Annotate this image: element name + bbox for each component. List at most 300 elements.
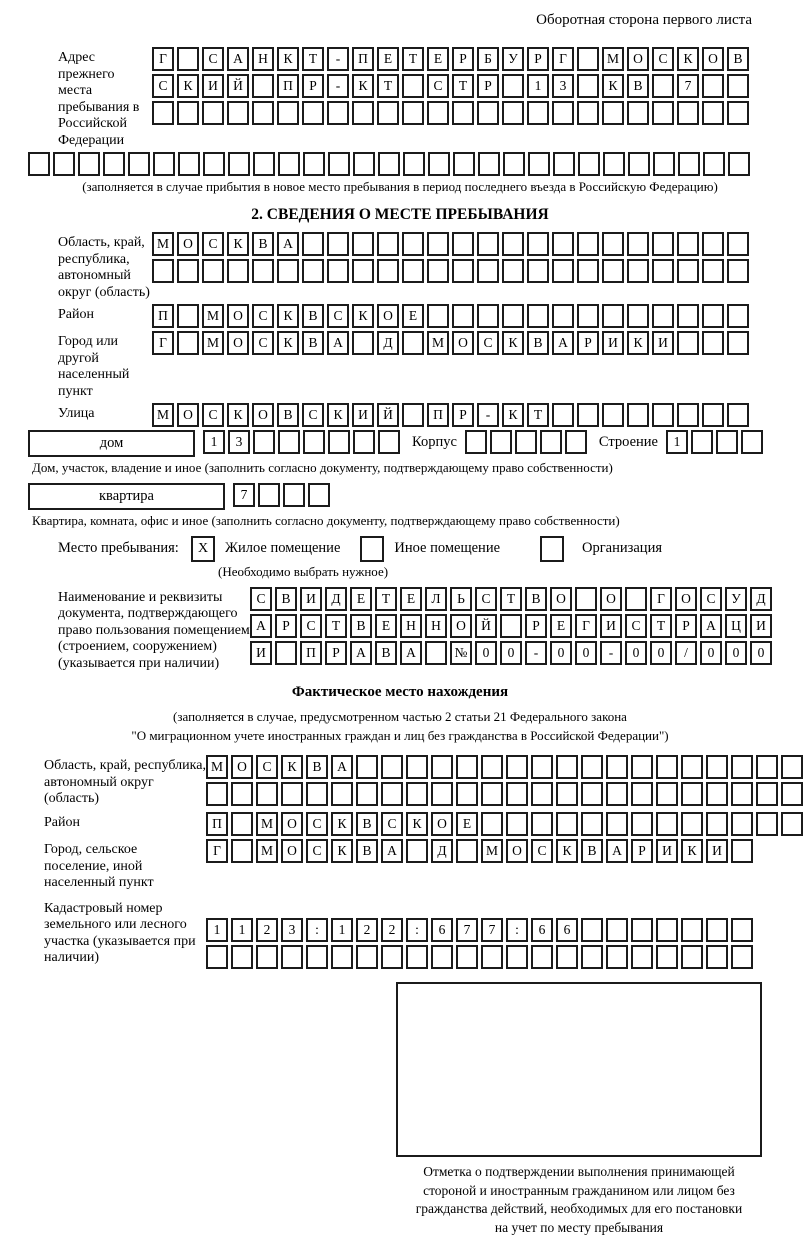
char-cell[interactable]: 0 — [575, 641, 597, 665]
char-cell[interactable]: Р — [325, 641, 347, 665]
char-cell[interactable]: 0 — [750, 641, 772, 665]
char-cell[interactable] — [652, 403, 674, 427]
char-cell[interactable]: А — [700, 614, 722, 638]
char-cell[interactable]: В — [627, 74, 649, 98]
char-cell[interactable] — [452, 101, 474, 125]
char-cell[interactable] — [431, 782, 453, 806]
char-cell[interactable]: С — [202, 47, 224, 71]
char-cell[interactable] — [402, 331, 424, 355]
cadastral-row-2[interactable] — [206, 945, 753, 969]
char-cell[interactable]: Г — [206, 839, 228, 863]
char-cell[interactable]: М — [152, 232, 174, 256]
char-cell[interactable] — [631, 918, 653, 942]
char-cell[interactable] — [506, 755, 528, 779]
char-cell[interactable]: И — [602, 331, 624, 355]
stroenie-row[interactable] — [666, 430, 763, 454]
char-cell[interactable] — [552, 259, 574, 283]
char-cell[interactable]: 0 — [550, 641, 572, 665]
char-cell[interactable] — [278, 152, 300, 176]
char-cell[interactable]: А — [250, 614, 272, 638]
char-cell[interactable]: К — [277, 47, 299, 71]
char-cell[interactable] — [308, 483, 330, 507]
char-cell[interactable] — [303, 152, 325, 176]
char-cell[interactable]: И — [250, 641, 272, 665]
char-cell[interactable] — [456, 945, 478, 969]
char-cell[interactable] — [681, 945, 703, 969]
char-cell[interactable]: М — [256, 839, 278, 863]
char-cell[interactable] — [677, 259, 699, 283]
char-cell[interactable] — [702, 232, 724, 256]
char-cell[interactable]: Г — [152, 331, 174, 355]
char-cell[interactable] — [502, 259, 524, 283]
char-cell[interactable]: Д — [750, 587, 772, 611]
char-cell[interactable] — [531, 812, 553, 836]
char-cell[interactable] — [627, 259, 649, 283]
region-row-2[interactable] — [152, 259, 749, 283]
char-cell[interactable]: К — [406, 812, 428, 836]
char-cell[interactable]: 1 — [231, 918, 253, 942]
char-cell[interactable]: 6 — [531, 918, 553, 942]
char-cell[interactable] — [727, 232, 749, 256]
char-cell[interactable] — [202, 101, 224, 125]
char-cell[interactable]: 6 — [556, 918, 578, 942]
char-cell[interactable] — [627, 403, 649, 427]
char-cell[interactable] — [306, 782, 328, 806]
char-cell[interactable] — [275, 641, 297, 665]
char-cell[interactable]: В — [356, 812, 378, 836]
char-cell[interactable]: О — [450, 614, 472, 638]
char-cell[interactable] — [741, 430, 763, 454]
char-cell[interactable]: 0 — [475, 641, 497, 665]
char-cell[interactable]: И — [706, 839, 728, 863]
char-cell[interactable] — [652, 232, 674, 256]
char-cell[interactable] — [331, 782, 353, 806]
char-cell[interactable]: В — [277, 403, 299, 427]
char-cell[interactable] — [606, 945, 628, 969]
char-cell[interactable] — [656, 782, 678, 806]
char-cell[interactable] — [606, 812, 628, 836]
char-cell[interactable] — [552, 101, 574, 125]
char-cell[interactable] — [702, 259, 724, 283]
char-cell[interactable]: А — [277, 232, 299, 256]
char-cell[interactable]: - — [477, 403, 499, 427]
char-cell[interactable] — [606, 918, 628, 942]
char-cell[interactable] — [606, 755, 628, 779]
char-cell[interactable] — [502, 101, 524, 125]
char-cell[interactable] — [581, 812, 603, 836]
char-cell[interactable] — [677, 403, 699, 427]
char-cell[interactable]: : — [506, 918, 528, 942]
char-cell[interactable]: Е — [456, 812, 478, 836]
char-cell[interactable]: О — [506, 839, 528, 863]
char-cell[interactable]: - — [600, 641, 622, 665]
char-cell[interactable]: Т — [527, 403, 549, 427]
char-cell[interactable] — [231, 782, 253, 806]
char-cell[interactable] — [677, 304, 699, 328]
char-cell[interactable] — [731, 755, 753, 779]
char-cell[interactable]: Д — [431, 839, 453, 863]
char-cell[interactable] — [575, 587, 597, 611]
char-cell[interactable]: Р — [527, 47, 549, 71]
char-cell[interactable]: О — [177, 232, 199, 256]
char-cell[interactable]: Л — [425, 587, 447, 611]
char-cell[interactable] — [502, 304, 524, 328]
char-cell[interactable]: 2 — [356, 918, 378, 942]
char-cell[interactable] — [552, 304, 574, 328]
char-cell[interactable]: Г — [552, 47, 574, 71]
char-cell[interactable] — [281, 945, 303, 969]
char-cell[interactable]: / — [675, 641, 697, 665]
char-cell[interactable]: Е — [427, 47, 449, 71]
char-cell[interactable]: К — [227, 232, 249, 256]
char-cell[interactable]: А — [350, 641, 372, 665]
char-cell[interactable] — [602, 232, 624, 256]
char-cell[interactable] — [277, 259, 299, 283]
char-cell[interactable] — [577, 403, 599, 427]
char-cell[interactable] — [515, 430, 537, 454]
char-cell[interactable] — [456, 755, 478, 779]
char-cell[interactable] — [481, 782, 503, 806]
char-cell[interactable] — [481, 812, 503, 836]
document-row-3[interactable] — [250, 641, 772, 665]
char-cell[interactable]: П — [152, 304, 174, 328]
char-cell[interactable] — [252, 259, 274, 283]
char-cell[interactable] — [500, 614, 522, 638]
actual-district-row[interactable] — [206, 812, 803, 836]
char-cell[interactable] — [481, 755, 503, 779]
document-row-2[interactable] — [250, 614, 772, 638]
char-cell[interactable] — [352, 232, 374, 256]
char-cell[interactable]: Р — [577, 331, 599, 355]
char-cell[interactable]: И — [600, 614, 622, 638]
char-cell[interactable]: Г — [152, 47, 174, 71]
house-number-row[interactable] — [203, 430, 400, 454]
char-cell[interactable]: В — [306, 755, 328, 779]
char-cell[interactable] — [756, 812, 778, 836]
char-cell[interactable]: К — [681, 839, 703, 863]
char-cell[interactable] — [677, 101, 699, 125]
char-cell[interactable]: Й — [377, 403, 399, 427]
char-cell[interactable] — [378, 430, 400, 454]
char-cell[interactable]: О — [452, 331, 474, 355]
char-cell[interactable]: М — [256, 812, 278, 836]
char-cell[interactable] — [625, 587, 647, 611]
char-cell[interactable] — [731, 918, 753, 942]
char-cell[interactable] — [565, 430, 587, 454]
char-cell[interactable]: Т — [650, 614, 672, 638]
char-cell[interactable] — [653, 152, 675, 176]
char-cell[interactable] — [381, 945, 403, 969]
char-cell[interactable] — [727, 101, 749, 125]
char-cell[interactable] — [403, 152, 425, 176]
char-cell[interactable] — [427, 101, 449, 125]
char-cell[interactable]: К — [227, 403, 249, 427]
char-cell[interactable]: С — [306, 839, 328, 863]
char-cell[interactable]: С — [300, 614, 322, 638]
char-cell[interactable] — [731, 782, 753, 806]
char-cell[interactable] — [603, 152, 625, 176]
char-cell[interactable] — [553, 152, 575, 176]
char-cell[interactable] — [602, 101, 624, 125]
char-cell[interactable]: Т — [302, 47, 324, 71]
char-cell[interactable]: Г — [575, 614, 597, 638]
char-cell[interactable]: О — [227, 304, 249, 328]
char-cell[interactable] — [256, 782, 278, 806]
char-cell[interactable]: Т — [452, 74, 474, 98]
char-cell[interactable]: У — [502, 47, 524, 71]
char-cell[interactable]: С — [427, 74, 449, 98]
char-cell[interactable] — [352, 259, 374, 283]
char-cell[interactable]: О — [227, 331, 249, 355]
char-cell[interactable] — [681, 812, 703, 836]
char-cell[interactable]: - — [327, 74, 349, 98]
char-cell[interactable]: С — [252, 331, 274, 355]
char-cell[interactable]: С — [475, 587, 497, 611]
char-cell[interactable]: В — [527, 331, 549, 355]
char-cell[interactable]: М — [152, 403, 174, 427]
char-cell[interactable] — [652, 259, 674, 283]
char-cell[interactable] — [702, 331, 724, 355]
char-cell[interactable] — [202, 259, 224, 283]
char-cell[interactable]: С — [250, 587, 272, 611]
char-cell[interactable]: К — [352, 304, 374, 328]
char-cell[interactable]: - — [525, 641, 547, 665]
char-cell[interactable] — [502, 232, 524, 256]
char-cell[interactable]: К — [556, 839, 578, 863]
prev-address-row-3[interactable] — [152, 101, 749, 125]
char-cell[interactable] — [402, 74, 424, 98]
char-cell[interactable] — [578, 152, 600, 176]
char-cell[interactable] — [302, 101, 324, 125]
char-cell[interactable] — [427, 232, 449, 256]
char-cell[interactable] — [631, 812, 653, 836]
char-cell[interactable]: Н — [252, 47, 274, 71]
char-cell[interactable]: М — [427, 331, 449, 355]
char-cell[interactable] — [577, 232, 599, 256]
cadastral-row-1[interactable] — [206, 918, 753, 942]
char-cell[interactable]: А — [327, 331, 349, 355]
char-cell[interactable] — [731, 945, 753, 969]
char-cell[interactable] — [258, 483, 280, 507]
char-cell[interactable]: К — [177, 74, 199, 98]
char-cell[interactable]: О — [177, 403, 199, 427]
char-cell[interactable] — [716, 430, 738, 454]
char-cell[interactable] — [78, 152, 100, 176]
char-cell[interactable]: П — [206, 812, 228, 836]
char-cell[interactable] — [727, 304, 749, 328]
char-cell[interactable] — [628, 152, 650, 176]
char-cell[interactable]: К — [277, 304, 299, 328]
char-cell[interactable]: В — [727, 47, 749, 71]
char-cell[interactable] — [756, 755, 778, 779]
char-cell[interactable]: С — [652, 47, 674, 71]
char-cell[interactable]: А — [606, 839, 628, 863]
char-cell[interactable]: О — [431, 812, 453, 836]
char-cell[interactable] — [702, 101, 724, 125]
char-cell[interactable]: С — [327, 304, 349, 328]
char-cell[interactable] — [677, 232, 699, 256]
char-cell[interactable] — [581, 945, 603, 969]
char-cell[interactable]: С — [202, 232, 224, 256]
char-cell[interactable]: О — [675, 587, 697, 611]
char-cell[interactable] — [452, 259, 474, 283]
char-cell[interactable] — [227, 259, 249, 283]
char-cell[interactable]: В — [525, 587, 547, 611]
char-cell[interactable] — [377, 101, 399, 125]
char-cell[interactable]: С — [381, 812, 403, 836]
char-cell[interactable]: К — [502, 403, 524, 427]
prev-address-row-1[interactable] — [152, 47, 749, 71]
char-cell[interactable] — [28, 152, 50, 176]
char-cell[interactable] — [552, 232, 574, 256]
char-cell[interactable] — [631, 782, 653, 806]
char-cell[interactable]: В — [302, 304, 324, 328]
char-cell[interactable]: М — [481, 839, 503, 863]
char-cell[interactable]: 1 — [331, 918, 353, 942]
char-cell[interactable] — [352, 101, 374, 125]
char-cell[interactable] — [456, 782, 478, 806]
char-cell[interactable] — [303, 430, 325, 454]
street-row[interactable] — [152, 403, 749, 427]
char-cell[interactable] — [702, 304, 724, 328]
char-cell[interactable]: Й — [227, 74, 249, 98]
char-cell[interactable] — [431, 945, 453, 969]
char-cell[interactable] — [627, 304, 649, 328]
char-cell[interactable] — [128, 152, 150, 176]
char-cell[interactable] — [652, 74, 674, 98]
char-cell[interactable] — [431, 755, 453, 779]
char-cell[interactable] — [602, 403, 624, 427]
char-cell[interactable] — [356, 755, 378, 779]
char-cell[interactable] — [377, 232, 399, 256]
char-cell[interactable]: Ц — [725, 614, 747, 638]
char-cell[interactable] — [506, 782, 528, 806]
district-row[interactable] — [152, 304, 749, 328]
actual-city-row[interactable] — [206, 839, 753, 863]
char-cell[interactable]: С — [531, 839, 553, 863]
char-cell[interactable]: 6 — [431, 918, 453, 942]
char-cell[interactable]: Е — [550, 614, 572, 638]
checkbox-organization[interactable] — [540, 536, 564, 562]
char-cell[interactable]: О — [627, 47, 649, 71]
char-cell[interactable] — [402, 403, 424, 427]
char-cell[interactable] — [756, 782, 778, 806]
char-cell[interactable]: 0 — [650, 641, 672, 665]
actual-region-row-1[interactable] — [206, 755, 803, 779]
char-cell[interactable]: О — [252, 403, 274, 427]
char-cell[interactable] — [177, 331, 199, 355]
char-cell[interactable]: К — [327, 403, 349, 427]
char-cell[interactable] — [177, 259, 199, 283]
char-cell[interactable] — [427, 259, 449, 283]
char-cell[interactable]: В — [252, 232, 274, 256]
char-cell[interactable] — [302, 259, 324, 283]
char-cell[interactable] — [477, 101, 499, 125]
char-cell[interactable] — [177, 101, 199, 125]
char-cell[interactable]: А — [381, 839, 403, 863]
char-cell[interactable]: О — [281, 812, 303, 836]
char-cell[interactable]: С — [302, 403, 324, 427]
char-cell[interactable]: К — [627, 331, 649, 355]
char-cell[interactable]: С — [252, 304, 274, 328]
char-cell[interactable] — [781, 812, 803, 836]
char-cell[interactable] — [452, 304, 474, 328]
char-cell[interactable] — [206, 945, 228, 969]
char-cell[interactable] — [327, 232, 349, 256]
document-row-1[interactable] — [250, 587, 772, 611]
char-cell[interactable]: Н — [400, 614, 422, 638]
char-cell[interactable] — [256, 945, 278, 969]
char-cell[interactable] — [206, 782, 228, 806]
char-cell[interactable] — [677, 331, 699, 355]
char-cell[interactable]: С — [256, 755, 278, 779]
char-cell[interactable]: : — [306, 918, 328, 942]
char-cell[interactable] — [152, 259, 174, 283]
char-cell[interactable] — [152, 101, 174, 125]
char-cell[interactable] — [652, 101, 674, 125]
char-cell[interactable] — [706, 782, 728, 806]
char-cell[interactable]: О — [600, 587, 622, 611]
char-cell[interactable]: Р — [302, 74, 324, 98]
char-cell[interactable] — [503, 152, 525, 176]
char-cell[interactable]: У — [725, 587, 747, 611]
char-cell[interactable]: К — [352, 74, 374, 98]
char-cell[interactable] — [731, 839, 753, 863]
char-cell[interactable]: П — [352, 47, 374, 71]
char-cell[interactable] — [231, 812, 253, 836]
char-cell[interactable]: К — [677, 47, 699, 71]
char-cell[interactable]: Т — [375, 587, 397, 611]
char-cell[interactable]: 1 — [527, 74, 549, 98]
char-cell[interactable] — [278, 430, 300, 454]
char-cell[interactable] — [478, 152, 500, 176]
char-cell[interactable] — [456, 839, 478, 863]
char-cell[interactable] — [406, 839, 428, 863]
char-cell[interactable] — [406, 945, 428, 969]
char-cell[interactable]: К — [331, 812, 353, 836]
char-cell[interactable] — [231, 839, 253, 863]
char-cell[interactable] — [706, 755, 728, 779]
char-cell[interactable]: О — [231, 755, 253, 779]
char-cell[interactable]: Р — [452, 47, 474, 71]
char-cell[interactable]: С — [202, 403, 224, 427]
char-cell[interactable]: К — [277, 331, 299, 355]
char-cell[interactable] — [531, 782, 553, 806]
char-cell[interactable] — [302, 232, 324, 256]
char-cell[interactable]: В — [275, 587, 297, 611]
char-cell[interactable] — [228, 152, 250, 176]
char-cell[interactable]: О — [377, 304, 399, 328]
char-cell[interactable] — [527, 232, 549, 256]
char-cell[interactable]: С — [306, 812, 328, 836]
char-cell[interactable] — [502, 74, 524, 98]
char-cell[interactable] — [727, 331, 749, 355]
char-cell[interactable] — [602, 259, 624, 283]
char-cell[interactable] — [703, 152, 725, 176]
char-cell[interactable]: Е — [402, 304, 424, 328]
actual-region-row-2[interactable] — [206, 782, 803, 806]
char-cell[interactable]: И — [300, 587, 322, 611]
char-cell[interactable] — [531, 755, 553, 779]
char-cell[interactable] — [531, 945, 553, 969]
char-cell[interactable]: И — [656, 839, 678, 863]
char-cell[interactable] — [556, 945, 578, 969]
char-cell[interactable]: С — [477, 331, 499, 355]
char-cell[interactable] — [481, 945, 503, 969]
char-cell[interactable]: Т — [402, 47, 424, 71]
char-cell[interactable] — [477, 259, 499, 283]
char-cell[interactable] — [706, 918, 728, 942]
